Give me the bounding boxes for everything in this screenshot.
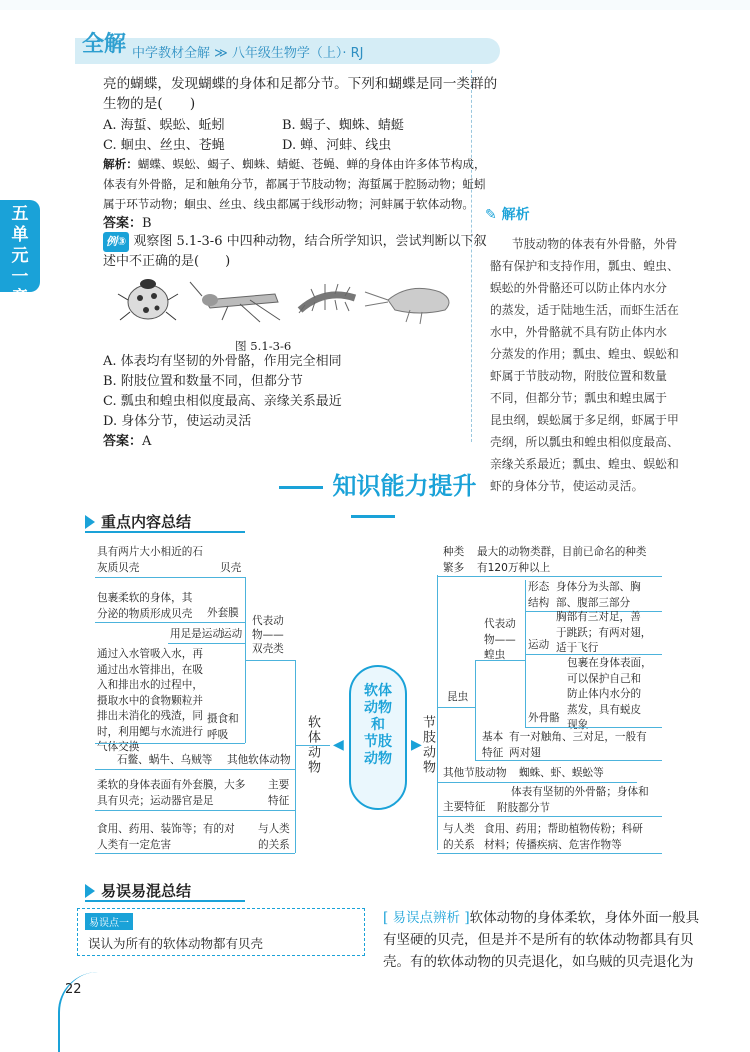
side-analysis-line: 昆虫纲，蜈蚣属于多足纲，虾属于甲 [490,413,679,427]
error-analysis-line: 有坚硬的贝壳，但是并不是所有的软体动物都具有贝 [383,932,694,948]
side-analysis-line: 亲缘关系最近；瓢虫、蝗虫、蜈蚣和 [490,457,679,471]
error-analysis-tag: [ 易误点辨析 ] [383,910,470,926]
q2-analysis-line: 蝴蝶、蜈蚣、蝎子、蜘蛛、蜻蜓、苍蝇、蝉的身体由许多体节构成， [137,157,486,171]
subheading-key-summary [85,511,191,532]
side-tab-char: 章 [11,288,29,308]
mm-line [95,853,295,854]
q2-answer [103,212,152,231]
mm-rep: 代表动物——双壳类 [252,615,284,655]
q2-answer-label: 答案： [103,216,143,231]
mm-line [437,782,637,783]
mm-other-right-key: 其他节肢动物 [443,767,507,779]
page-number: 22 [65,982,82,997]
mm-shell-key: 贝壳 [220,562,242,574]
unit-side-tab [0,200,40,308]
mm-main-key: 主要 特征 [268,779,290,807]
mm-rel-key: 与人类 的关系 [258,823,290,851]
mm-insect: 昆虫 [447,691,469,703]
mm-feed-desc: 通过入水管吸入水，再 通过出水管排出，在吸 入和排出水的过程中， 摄取水中的食物颗粒并 排出未消化的残渣，同 时，利用鳃与水流进行 气体交换 [97,648,203,753]
q3-stem-line: 述中不正确的是( ) [103,254,231,269]
mm-line [437,816,662,817]
side-tab-char: 单 [11,225,29,245]
triangle-icon [85,884,95,898]
mm-bracket-left [295,660,296,853]
side-analysis-line: 不同，但都分节；瓢虫和蝗虫属于 [490,391,667,405]
mm-species-desc: 最大的动物类群，目前已命名的种类 有120万种以上 [477,546,647,574]
mm-feed-key: 摄食和 呼吸 [207,713,239,741]
q2-analysis-label: 解析： [103,157,138,171]
side-analysis-line: 蜈蚣的外骨骼还可以防止体内水分 [490,281,667,295]
q2-option-a: A. 海蜇、蜈蚣、蚯蚓 [103,118,225,133]
header-title: 中学教材全解 ≫ 八年级生物学（上）· RJ [132,46,364,61]
error-text: 误认为所有的软体动物都有贝壳 [88,936,264,951]
q2-answer-value: B [142,216,152,231]
mm-form-desc: 身体分为头部、胸 部、腹部三部分 [556,581,641,609]
q3-option: B. 附肢位置和数量不同，但都分节 [103,374,303,389]
mm-move-key-right: 运动 [528,639,550,651]
mm-line [95,622,245,623]
error-analysis [383,907,700,973]
error-analysis-line: 壳。有的软体动物的贝壳退化，如乌贼的贝壳退化为 [383,954,694,970]
mm-insect-bracket [475,660,476,760]
q2-stem [103,74,498,114]
section-title-text: 知识能力提升 [332,472,477,500]
mm-line [295,745,330,746]
mm-line [475,760,662,761]
mm-basic-desc: 有一对触角、三对足，一般有 两对翅 [509,731,647,759]
subheading-underline [85,531,245,533]
side-analysis-line: 分蒸发的作用；瓢虫、蝗虫、蜈蚣和 [490,347,679,361]
mm-move-key: 运动 [221,628,243,640]
mm-rel-right-key: 与人类 的关系 [443,823,475,851]
mm-form-key: 形态 结构 [528,581,550,609]
q3-options [103,352,468,452]
q3-answer-label: 答案： [103,434,143,449]
example-tag: 例③ [103,232,129,252]
side-analysis-line: 节肢动物的体表有外骨骼，外骨 [512,237,678,251]
mm-center-node: 软体 动物 和 节肢 动物 [349,665,407,810]
mm-right-branch: 节肢动物 [420,715,435,775]
figure-caption: 图 5.1-3-6 [235,339,292,353]
q3-option: D. 身体分节，使运动灵活 [103,414,252,429]
column-divider [471,70,472,442]
q3-answer-value: A [142,434,152,449]
q3-stem [103,232,487,272]
mm-other-key: 其他软体动物 [227,754,291,766]
mm-other-right-desc: 蜘蛛、虾、蜈蚣等 [519,767,604,779]
side-analysis-line: 壳纲，所以瓢虫和蝗虫相似度最高、 [490,435,679,449]
triangle-icon [85,515,95,529]
side-analysis-line: 水中，外骨骼就不具有防止体内水 [490,325,667,339]
mm-species-key: 种类 繁多 [443,546,465,574]
mm-left-branch: 软体动物 [305,715,320,775]
mm-mantle-key: 外套膜 [207,607,239,619]
analysis-icon: ✎ [485,207,502,223]
top-bar [0,0,750,10]
mm-line [168,643,245,644]
mm-line [437,707,475,708]
q3-stem-line: 观察图 5.1-3-6 中四种动物，结合所学知识，尝试判断以下叙 [133,234,487,249]
mm-main-right-key: 主要特征 [443,801,486,813]
subheading-errors [85,880,191,901]
mm-line [245,660,295,661]
shrimp-image [365,288,449,324]
q3-option: C. 瓢虫和蝗虫相似度最高、亲缘关系最近 [103,394,342,409]
mm-line [95,743,245,744]
header-logo: 全解 [82,32,127,57]
mm-exo-desc: 包裹在身体表面， 可以保护自己和 防止体内水分的 蒸发，具有蜕皮 现象 [567,657,652,731]
mm-line [95,769,295,770]
centipede-image [299,284,355,313]
arrow-left-icon: ◀ [333,737,344,753]
q2-option-c: C. 蛔虫、丝虫、苍蝇 [103,138,225,153]
mm-line [95,577,245,578]
subheading-text: 易误易混总结 [101,882,192,900]
ladybug-image [118,279,178,320]
q2-analysis-line: 属于环节动物；蛔虫、丝虫、线虫都属于线形动物；河蚌属于软体动物。 [103,197,475,211]
mm-other-desc: 石鳖、蜗牛、乌贼等 [117,754,213,766]
mm-line [95,810,295,811]
side-tab-char: 一 [11,267,29,287]
locust-image [190,282,280,322]
mm-main-right-desc: 体表有坚韧的外骨骼；身体和 附肢都分节 [497,786,649,814]
q2-analysis-line: 体表有外骨骼，足和触角分节，都属于节肢动物；海蜇属于腔肠动物；蚯蚓 [103,177,486,191]
mm-basic-key: 基本 特征 [482,731,504,759]
mm-move-desc: 用足是运动 [170,628,223,640]
mm-move-desc-right: 胸部有三对足，善 于跳跃；有两对翅， 适于飞行 [556,611,652,654]
mm-line [437,853,662,854]
side-tab-char: 元 [11,246,29,266]
mm-line [437,576,662,577]
side-analysis-line: 的蒸发，适于陆地生活，而虾生活在 [490,303,679,317]
q2-option-b: B. 蝎子、蜘蛛、蜻蜓 [282,118,404,133]
mm-exo-key: 外骨骼 [528,712,560,724]
mm-rep-right: 代表动 物—— 蝗虫 [484,618,516,661]
arrow-right-icon: ▶ [411,737,422,753]
side-tab-char: 五 [11,204,29,224]
q2-stem-line: 生物的是( ) [103,96,196,112]
side-analysis-body [490,233,679,497]
mm-main-desc: 柔软的身体表面有外套膜，大多 具有贝壳；运动器官是足 [97,779,246,807]
q3-option: A. 体表均有坚韧的外骨骼，作用完全相同 [103,354,342,369]
subheading-text: 重点内容总结 [101,513,192,531]
mm-line [475,660,525,661]
mm-rel-right-desc: 食用、药用；帮助植物传粉；科研 材料；传播疾病、危害作物等 [484,823,643,851]
side-analysis-line: 虾的身体分节，使运动灵活。 [490,479,644,493]
mm-line [525,727,662,728]
figure-animals [110,270,460,330]
error-analysis-line: 软体动物的身体柔软，身体外面一般具 [469,910,700,926]
error-tag: 易误点一 [85,913,133,930]
q2-option-d: D. 蝉、河蚌、线虫 [282,138,392,153]
mm-bracket-right [437,575,438,850]
q2-stem-line: 亮的蝴蝶，发现蝴蝶的身体和足都分节。下列和蝴蝶是同一类群的 [103,76,498,92]
subheading-underline [85,900,245,902]
mm-rel-desc: 食用、药用、装饰等；有的对 人类有一定危害 [97,823,235,851]
mm-shell-desc: 具有两片大小相近的石 灰质贝壳 [97,546,203,574]
q2-analysis [103,154,486,214]
mm-line [525,654,662,655]
side-analysis-title-text: 解析 [501,207,530,223]
side-analysis-line: 骼有保护和支持作用，瓢虫、蝗虫、 [490,259,679,273]
side-analysis-line: 虾属于节肢动物，附肢位置和数量 [490,369,667,383]
section-title [240,466,505,529]
mm-mantle-desc: 包裹柔软的身体，其 分泌的物质形成贝壳 [97,592,193,620]
side-analysis-title [485,204,530,224]
mm-sub-bracket [525,580,526,727]
